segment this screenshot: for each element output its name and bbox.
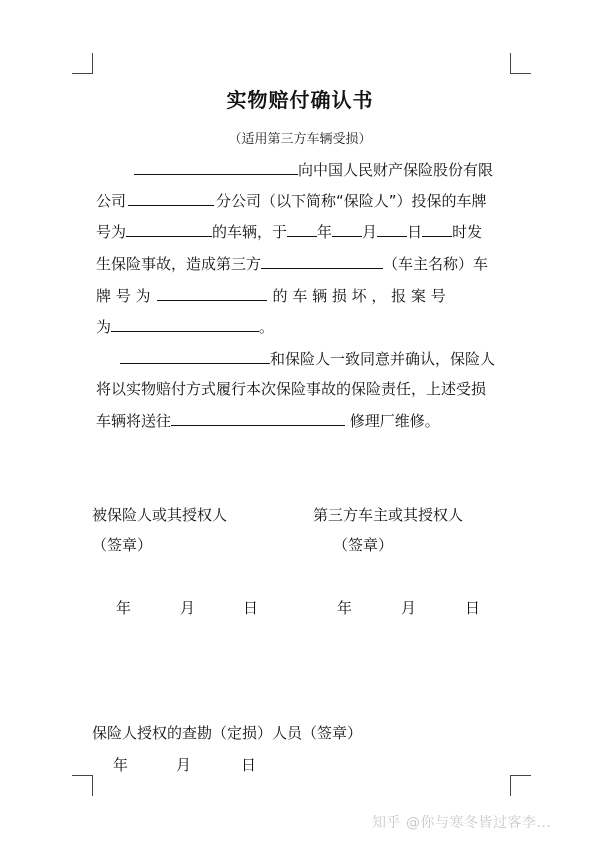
right-date-month: 月 <box>401 599 417 617</box>
bottom-date-year: 年 <box>113 756 129 774</box>
para1-line6: 为 。 <box>96 314 274 338</box>
third-party-owner-blank[interactable] <box>261 251 383 269</box>
third-party-signature-label: 第三方车主或其授权人 <box>313 506 464 524</box>
repair-shop-blank[interactable] <box>171 408 345 426</box>
left-date-month: 月 <box>180 599 196 617</box>
third-party-stamp-label: （签章） <box>333 536 394 554</box>
report-number-blank[interactable] <box>111 314 259 332</box>
para2-line2: 将以实物赔付方式履行本次保险事故的保险责任，上述受损 <box>96 380 487 398</box>
para1-line5: 牌 号 为 的 车 辆 损 坏 ， 报 案 号 <box>96 283 446 307</box>
para1-line1: 向中国人民财产保险股份有限 <box>134 157 493 181</box>
corner-mark-top-left <box>72 53 93 74</box>
corner-mark-top-right <box>510 53 531 74</box>
para2-line1: 和保险人一致同意并确认，保险人 <box>120 346 495 370</box>
branch-company-blank[interactable] <box>128 188 214 206</box>
corner-mark-bottom-right <box>510 775 531 796</box>
para1-line2: 公司 分公司（以下简称“保险人”）投保的车牌 <box>96 188 487 212</box>
day-blank[interactable] <box>377 219 407 237</box>
insured-stamp-label: （签章） <box>92 536 153 554</box>
insured-name-blank[interactable] <box>134 157 298 175</box>
document-subtitle: （适用第三方车辆受损） <box>228 132 372 147</box>
adjuster-signature-label: 保险人授权的查勘（定损）人员（签章） <box>92 724 363 742</box>
watermark-text: 知乎 @你与寒冬皆过客李... <box>372 815 552 831</box>
left-date-year: 年 <box>116 599 132 617</box>
para1-line3: 号为 的车辆，于 年 月 日 时发 <box>96 219 482 243</box>
third-party-plate-blank[interactable] <box>157 283 267 301</box>
plate-number-blank[interactable] <box>126 219 212 237</box>
para1-line4: 生保险事故，造成第三方 （车主名称）车 <box>96 251 488 275</box>
left-date-day: 日 <box>243 599 259 617</box>
bottom-date-month: 月 <box>176 756 192 774</box>
right-date-year: 年 <box>337 599 353 617</box>
document-title: 实物赔付确认书 <box>226 88 374 112</box>
month-blank[interactable] <box>332 219 362 237</box>
corner-mark-bottom-left <box>72 775 93 796</box>
year-blank[interactable] <box>287 219 317 237</box>
para2-line3: 车辆将送往 修理厂维修。 <box>96 408 440 432</box>
hour-blank[interactable] <box>422 219 452 237</box>
insured-signature-label: 被保险人或其授权人 <box>92 506 228 524</box>
third-party-party-blank[interactable] <box>120 346 270 364</box>
right-date-day: 日 <box>465 599 481 617</box>
bottom-date-day: 日 <box>241 756 257 774</box>
